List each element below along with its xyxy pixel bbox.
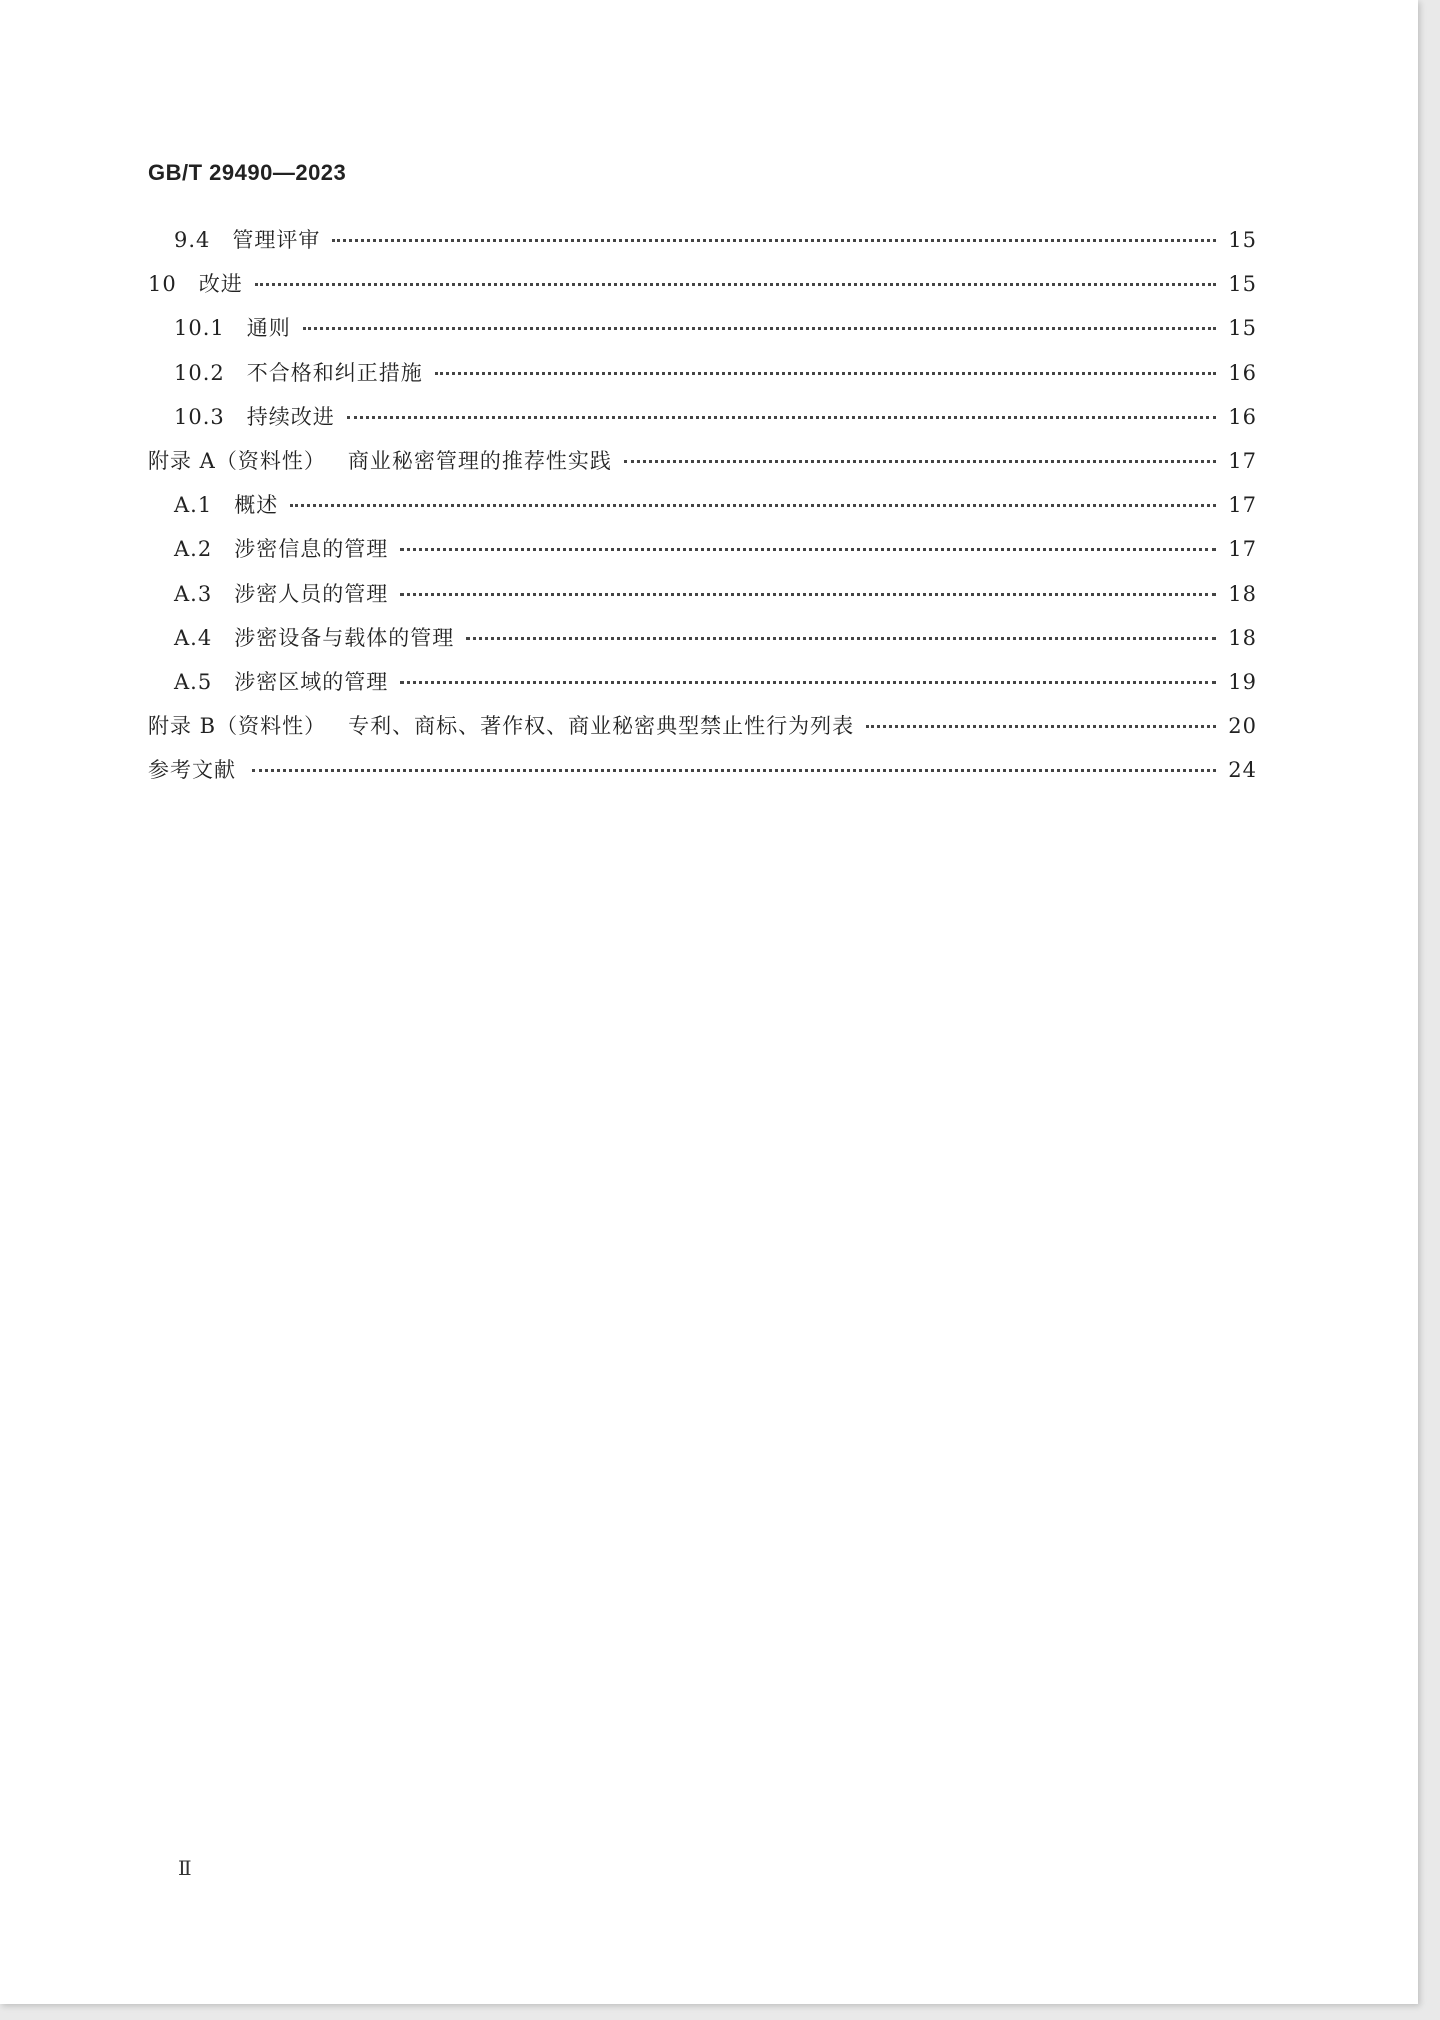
toc-entry-title: 通则 <box>246 316 291 341</box>
toc-leader-dots <box>347 416 1217 419</box>
standard-number-header: GB/T 29490—2023 <box>148 160 347 185</box>
toc-entry-title: 涉密设备与载体的管理 <box>234 625 455 650</box>
toc-entry[interactable] <box>148 666 1257 710</box>
toc-entry[interactable] <box>148 622 1257 666</box>
toc-entry-number: A.3 <box>174 581 213 606</box>
toc-entry-page: 16 <box>1228 360 1257 385</box>
toc-entry[interactable] <box>148 533 1257 577</box>
toc-entry-number: A.1 <box>174 493 213 518</box>
toc-entry-page: 17 <box>1228 537 1257 562</box>
toc-entry-title: 概述 <box>234 493 279 518</box>
toc-entry-page: 15 <box>1228 316 1257 341</box>
toc-entry-number: 参考文献 <box>148 758 236 783</box>
toc-entry-title: 专利、商标、著作权、商业秘密典型禁止性行为列表 <box>348 714 855 739</box>
toc-entry[interactable] <box>148 401 1257 445</box>
toc-entry-number: 9.4 <box>174 228 211 252</box>
toc-entry-page: 18 <box>1228 625 1257 650</box>
toc-entry-page: 15 <box>1228 272 1257 297</box>
toc-entry[interactable] <box>148 357 1257 401</box>
toc-entry[interactable] <box>148 489 1257 533</box>
toc-leader-dots <box>400 681 1216 684</box>
toc-entry-page: 17 <box>1228 493 1257 518</box>
toc-entry[interactable] <box>148 312 1257 356</box>
toc-leader-dots <box>332 239 1216 242</box>
toc-entry-appendix[interactable] <box>148 710 1257 754</box>
toc-entry-title: 改进 <box>198 272 243 297</box>
toc-entry-page: 15 <box>1228 228 1257 252</box>
toc-entry-title: 涉密人员的管理 <box>234 581 389 606</box>
toc-leader-dots <box>400 593 1216 596</box>
toc-entry-number: 附录 B（资料性） <box>148 714 327 739</box>
toc-entry-title: 持续改进 <box>246 404 335 429</box>
toc-entry-title: 涉密区域的管理 <box>234 669 389 694</box>
toc-entry[interactable] <box>148 224 1257 268</box>
toc-leader-dots <box>466 637 1216 640</box>
toc-entry-title: 管理评审 <box>232 228 321 252</box>
toc-entry-appendix[interactable] <box>148 445 1257 489</box>
toc-entry-page: 19 <box>1228 669 1257 694</box>
toc-leader-dots <box>400 548 1216 551</box>
toc-leader-dots <box>303 327 1217 330</box>
toc-leader-dots <box>866 725 1216 728</box>
toc-entry-page: 18 <box>1228 581 1257 606</box>
toc-leader-dots <box>290 504 1216 507</box>
toc-leader-dots <box>252 769 1216 772</box>
toc-leader-dots <box>255 283 1217 286</box>
toc-entry-number: A.2 <box>174 537 213 562</box>
toc-entry-number: 10 <box>148 272 177 297</box>
toc-entry[interactable] <box>148 578 1257 622</box>
toc-leader-dots <box>624 460 1216 463</box>
toc-entry-number: A.5 <box>174 669 213 694</box>
toc-entry-page: 16 <box>1228 404 1257 429</box>
toc-entry-number: 10.1 <box>174 316 225 341</box>
toc-entry-title: 涉密信息的管理 <box>234 537 389 562</box>
toc-entry-number: 10.2 <box>174 360 225 385</box>
toc-entry-number: 附录 A（资料性） <box>148 448 326 473</box>
toc-leader-dots <box>435 372 1217 375</box>
table-of-contents <box>148 224 1257 798</box>
page-number-footer: Ⅱ <box>178 1856 193 1880</box>
toc-entry-page: 17 <box>1228 448 1257 473</box>
toc-entry-references[interactable] <box>148 754 1257 798</box>
toc-entry-number: A.4 <box>174 625 213 650</box>
toc-entry-title: 商业秘密管理的推荐性实践 <box>347 448 612 473</box>
toc-entry-page: 24 <box>1228 758 1257 783</box>
toc-entry[interactable] <box>148 268 1257 312</box>
toc-entry-page: 20 <box>1228 714 1257 739</box>
toc-entry-title: 不合格和纠正措施 <box>246 360 423 385</box>
toc-entry-number: 10.3 <box>174 404 225 429</box>
